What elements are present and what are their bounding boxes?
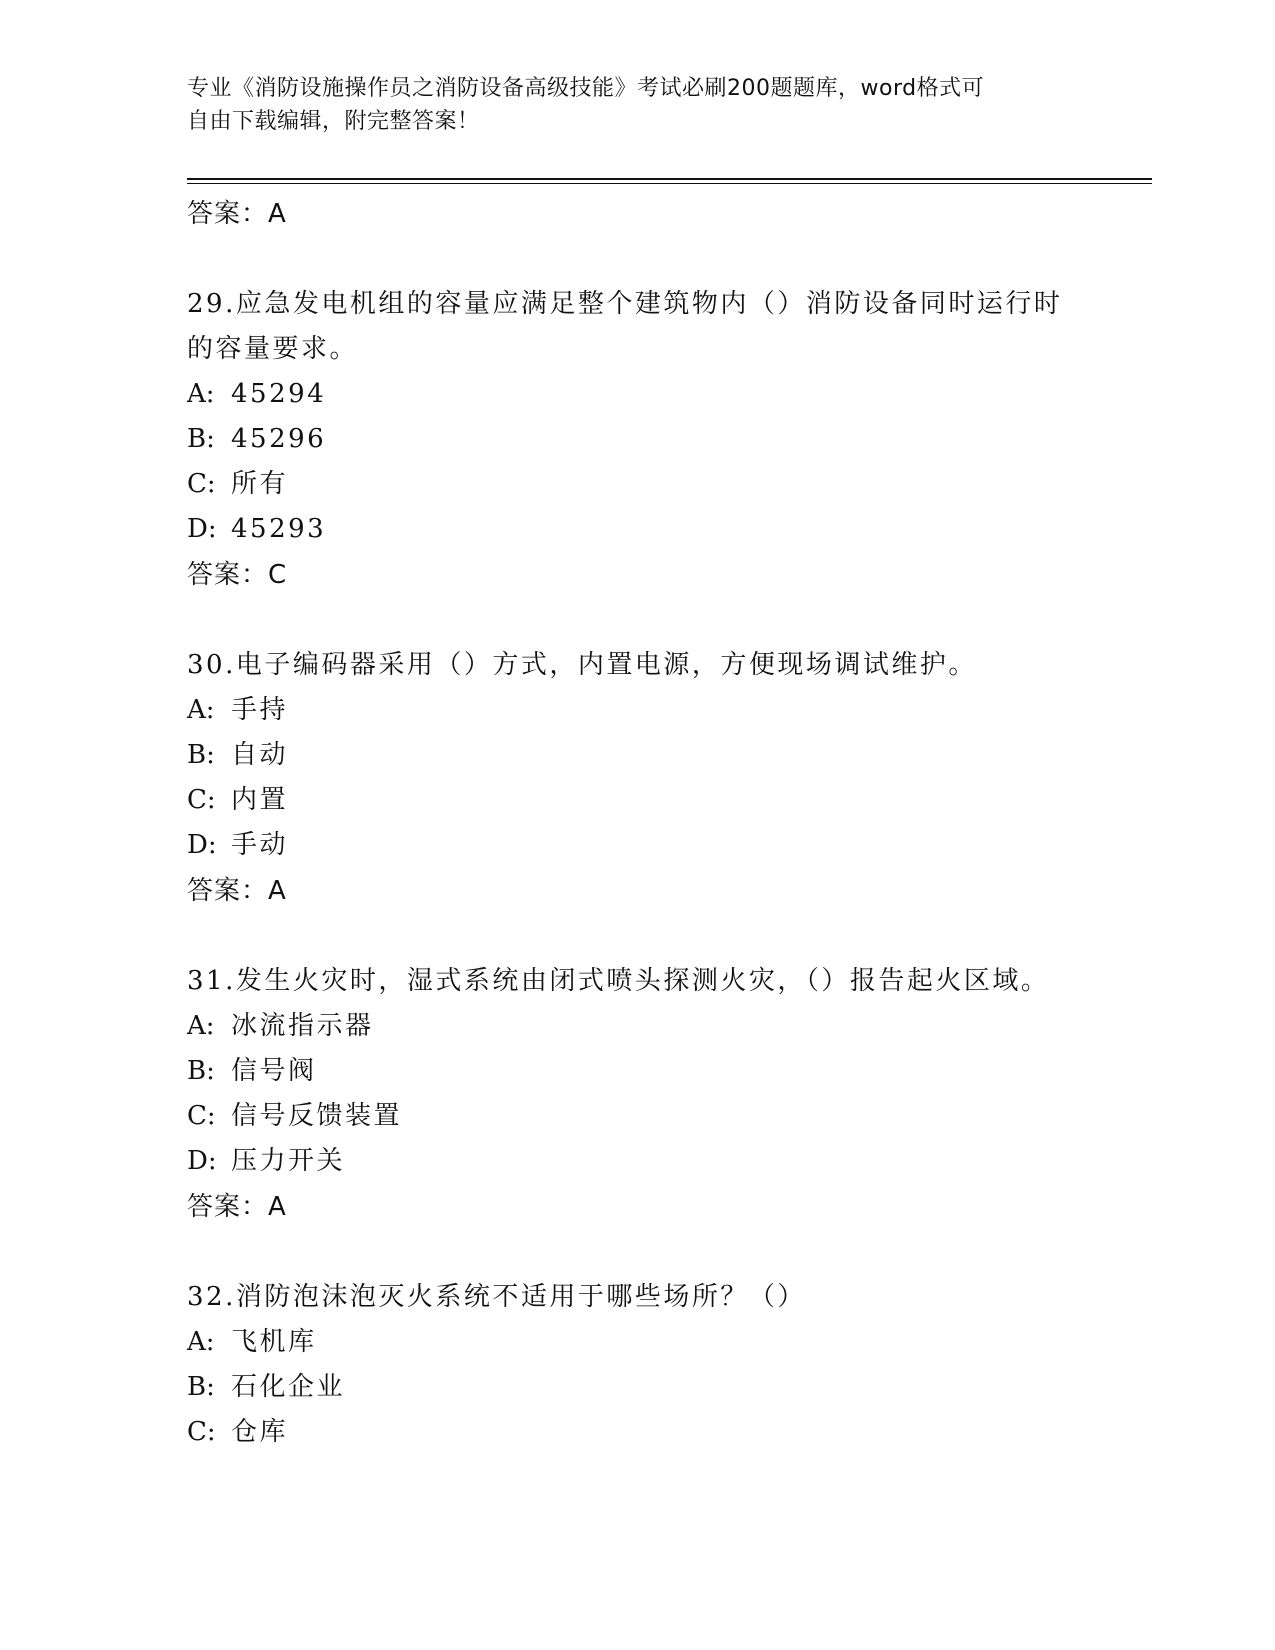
option-text: 手动 (231, 830, 289, 860)
option-key: D: (187, 514, 217, 544)
option-key: A: (187, 1011, 215, 1041)
option-d (187, 507, 1087, 552)
header-divider-thick (187, 178, 1152, 180)
option-key: C: (187, 1417, 216, 1447)
option-key: C: (187, 469, 216, 499)
option-text: 石化企业 (231, 1372, 346, 1402)
option-a (187, 1004, 1087, 1049)
option-a (187, 1320, 1087, 1365)
question-29 (187, 282, 1087, 598)
option-text: 信号阀 (231, 1056, 317, 1086)
question-32 (187, 1275, 1087, 1455)
option-d (187, 823, 1087, 868)
question-stem: 32.消防泡沫泡灭火系统不适用于哪些场所？（） (187, 1282, 806, 1312)
option-b (187, 733, 1087, 778)
answer-line: 答案：A (187, 1192, 287, 1222)
option-c (187, 1410, 1087, 1455)
option-key: A: (187, 379, 215, 409)
option-key: B: (187, 424, 215, 454)
option-text: 45294 (231, 379, 327, 409)
option-c (187, 462, 1087, 507)
option-text: 所有 (231, 469, 289, 499)
answer-line: 答案：C (187, 560, 288, 590)
option-key: C: (187, 785, 216, 815)
document-header (187, 72, 1067, 138)
header-divider-thin (187, 183, 1152, 184)
option-text: 仓库 (231, 1417, 289, 1447)
option-key: B: (187, 1056, 215, 1086)
option-b (187, 1365, 1087, 1410)
option-key: D: (187, 830, 217, 860)
question-list (187, 191, 1087, 1455)
option-key: D: (187, 1146, 217, 1176)
option-text: 压力开关 (231, 1146, 346, 1176)
answer-line: 答案：A (187, 876, 287, 906)
question-30 (187, 643, 1087, 914)
option-a (187, 688, 1087, 733)
question-stem: 29.应急发电机组的容量应满足整个建筑物内（）消防设备同时运行时 (187, 289, 1063, 319)
option-c (187, 778, 1087, 823)
option-key: C: (187, 1101, 216, 1131)
option-key: B: (187, 1372, 215, 1402)
option-d (187, 1139, 1087, 1184)
option-c (187, 1094, 1087, 1139)
answer-line: 答案：A (187, 199, 287, 229)
question-stem: 30.电子编码器采用（）方式，内置电源，方便现场调试维护。 (187, 650, 977, 680)
option-text: 飞机库 (231, 1327, 317, 1357)
question-stem: 31.发生火灾时，湿式系统由闭式喷头探测火灾，（）报告起火区域。 (187, 966, 1050, 996)
option-key: A: (187, 695, 215, 725)
question-31 (187, 959, 1087, 1230)
option-text: 45293 (231, 514, 327, 544)
option-text: 手持 (231, 695, 289, 725)
option-text: 内置 (231, 785, 289, 815)
option-a (187, 372, 1087, 417)
question-stem-continued: 的容量要求。 (187, 334, 359, 364)
option-text: 自动 (231, 740, 289, 770)
option-key: B: (187, 740, 215, 770)
option-text: 信号反馈装置 (231, 1101, 403, 1131)
option-text: 冰流指示器 (231, 1011, 374, 1041)
option-text: 45296 (231, 424, 327, 454)
option-key: A: (187, 1327, 215, 1357)
header-line-1: 专业《消防设施操作员之消防设备高级技能》考试必刷200题题库，word格式可 (187, 76, 985, 101)
option-b (187, 417, 1087, 462)
option-b (187, 1049, 1087, 1094)
header-line-2: 自由下载编辑，附完整答案！ (187, 109, 480, 134)
